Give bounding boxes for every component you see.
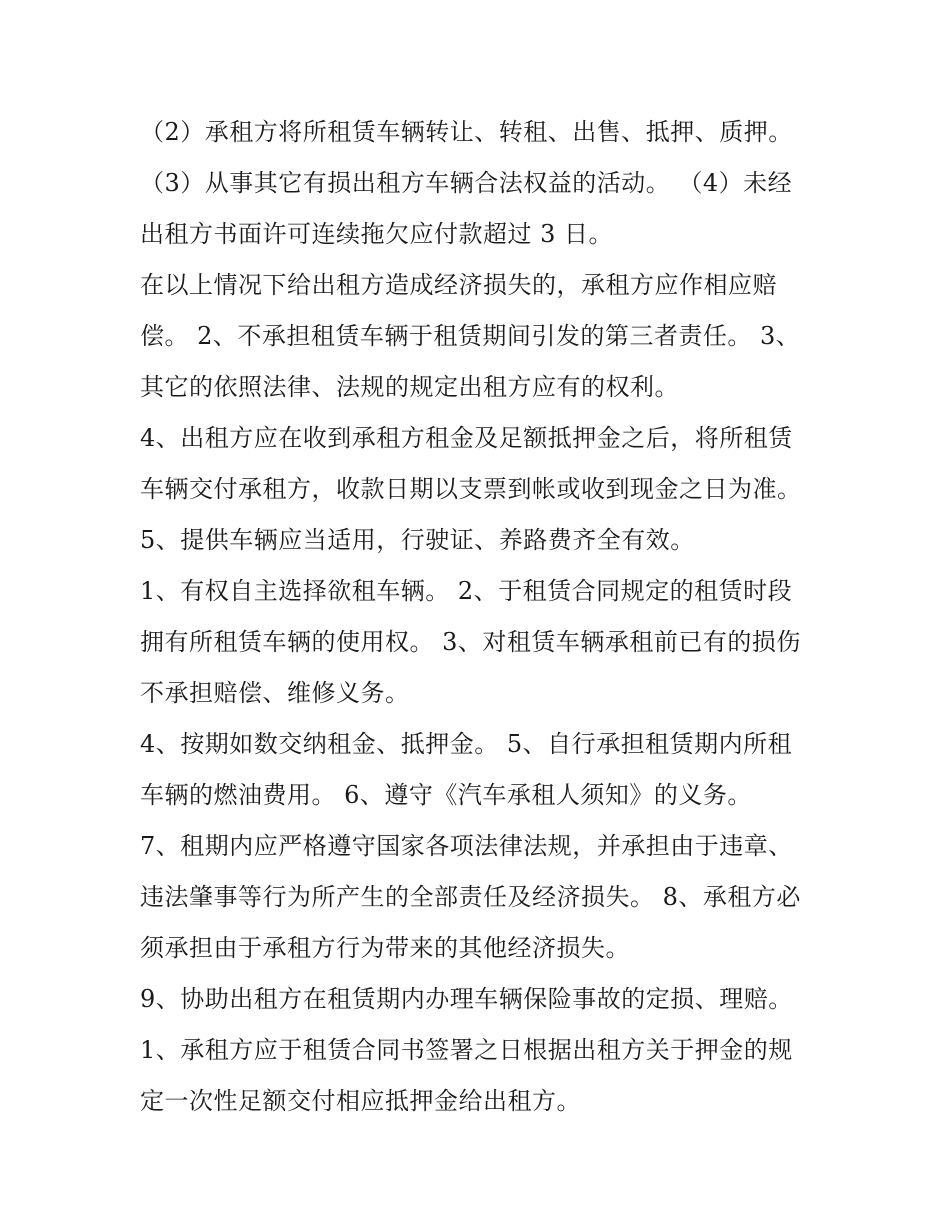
contract-text — [140, 107, 820, 1127]
text-line: 车辆交付承租方，收款日期以支票到帐或收到现金之日为准。 — [140, 475, 802, 503]
text-line: 定一次性足额交付相应抵押金给出租方。 — [140, 1087, 581, 1115]
text-line: 9、协助出租方在租赁期内办理车辆保险事故的定损、理赔。 — [140, 985, 793, 1013]
text-line: 须承担由于承租方行为带来的其他经济损失。 — [140, 934, 630, 962]
text-line: 5、提供车辆应当适用，行驶证、养路费齐全有效。 — [140, 526, 695, 554]
text-line: 1、承租方应于租赁合同书签署之日根据出租方关于押金的规 — [140, 1036, 793, 1064]
text-line: 违法肇事等行为所产生的全部责任及经济损失。 8、承租方必 — [140, 883, 801, 911]
text-line: 出租方书面许可连续拖欠应付款超过 3 日。 — [140, 220, 614, 248]
text-line: 在以上情况下给出租方造成经济损失的，承租方应作相应赔 — [140, 271, 777, 299]
text-line: （3）从事其它有损出租方车辆合法权益的活动。 （4）未经 — [140, 169, 793, 197]
text-line: 偿。 2、不承担租赁车辆于租赁期间引发的第三者责任。 3、 — [140, 322, 801, 350]
text-line: 其它的依照法律、法规的规定出租方应有的权利。 — [140, 373, 679, 401]
text-line: 不承担赔偿、维修义务。 — [140, 679, 410, 707]
text-line: 7、租期内应严格遵守国家各项法律法规，并承担由于违章、 — [140, 832, 793, 860]
text-line: 4、按期如数交纳租金、抵押金。 5、自行承担租赁期内所租 — [140, 730, 793, 758]
text-line: （2）承租方将所租赁车辆转让、转租、出售、抵押、质押。 — [140, 118, 793, 146]
text-line: 1、有权自主选择欲租车辆。 2、于租赁合同规定的租赁时段 — [140, 577, 793, 605]
text-line: 拥有所租赁车辆的使用权。 3、对租赁车辆承租前已有的损伤 — [140, 628, 801, 656]
text-line: 4、出租方应在收到承租方租金及足额抵押金之后，将所租赁 — [140, 424, 793, 452]
text-line: 车辆的燃油费用。 6、遵守《汽车承租人须知》的义务。 — [140, 781, 752, 809]
